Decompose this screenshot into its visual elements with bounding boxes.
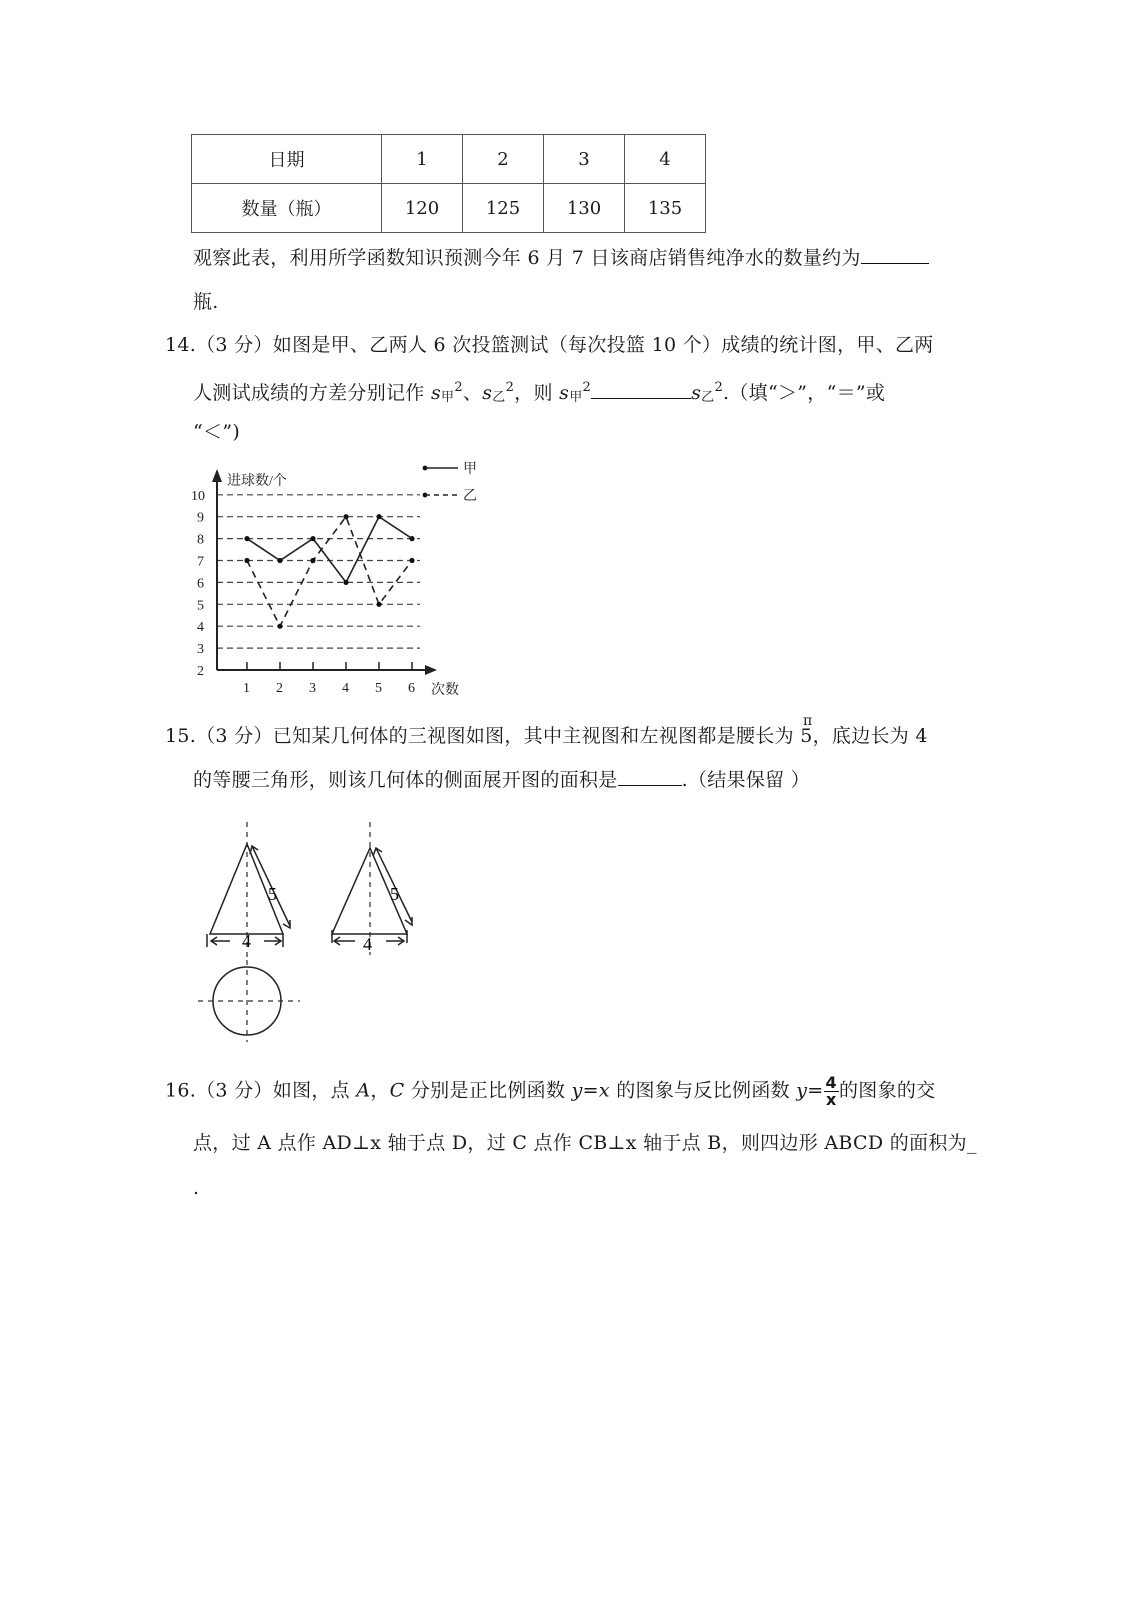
sales-table bbox=[191, 134, 706, 233]
row-header-quantity: 数量（瓶） bbox=[192, 184, 382, 233]
svg-text:4: 4 bbox=[342, 681, 349, 696]
cell: 4 bbox=[625, 135, 706, 184]
cell: 125 bbox=[463, 184, 544, 233]
q14-line2: 人测试成绩的方差分别记作 s甲$^2$、s乙$^2$，则 s甲$^2$ s乙$^2$.（填“＞”，“＝”或 bbox=[193, 380, 886, 405]
three-view-diagram bbox=[190, 810, 430, 1050]
side-view bbox=[332, 822, 412, 955]
q14-line1: 14.（3 分）如图是甲、乙两人 6 次投篮测试（每次投篮 10 个）成绩的统计图，甲、乙两 bbox=[165, 334, 934, 356]
svg-text:3: 3 bbox=[197, 642, 204, 658]
row-header-date: 日期 bbox=[192, 135, 382, 184]
svg-text:5: 5 bbox=[375, 681, 382, 696]
svg-text:10: 10 bbox=[191, 488, 205, 504]
svg-text:8: 8 bbox=[197, 532, 204, 548]
cell: 120 bbox=[382, 184, 463, 233]
svg-text:乙: 乙 bbox=[463, 489, 477, 504]
answer-blank bbox=[618, 767, 682, 786]
q16-line3: . bbox=[193, 1177, 200, 1199]
base-length-label: 4 bbox=[242, 931, 251, 951]
svg-text:9: 9 bbox=[197, 510, 204, 526]
slant-length-label: 5 bbox=[390, 884, 399, 904]
q13-text-line2: 瓶. bbox=[193, 291, 219, 313]
svg-text:3: 3 bbox=[309, 681, 316, 696]
cell: 1 bbox=[382, 135, 463, 184]
table-row bbox=[192, 135, 706, 184]
svg-text:4: 4 bbox=[197, 620, 204, 636]
top-view bbox=[198, 960, 300, 1042]
svg-text:次数: 次数 bbox=[431, 683, 459, 698]
q15-line1: 15.（3 分）已知某几何体的三视图如图，其中主视图和左视图都是腰长为 5，底边长为 4 bbox=[165, 725, 928, 747]
basketball-line-chart bbox=[185, 455, 485, 700]
q16-line2: 点，过 A 点作 AD⊥x 轴于点 D，过 C 点作 CB⊥x 轴于点 B，则四边形 ABCD 的面积为_ bbox=[193, 1132, 977, 1154]
svg-text:2: 2 bbox=[276, 681, 283, 696]
cell: 2 bbox=[463, 135, 544, 184]
svg-text:6: 6 bbox=[197, 576, 204, 592]
table-row bbox=[192, 184, 706, 233]
series-line-yi bbox=[247, 517, 412, 627]
svg-text:5: 5 bbox=[197, 598, 204, 614]
base-length-label: 4 bbox=[363, 934, 372, 954]
svg-text:2: 2 bbox=[197, 664, 204, 679]
series-line-jia bbox=[247, 517, 412, 583]
fraction-4-over-x: $\frac{4}{x}$ bbox=[825, 1073, 837, 1109]
svg-text:进球数/个: 进球数/个 bbox=[227, 474, 287, 489]
cell: 3 bbox=[544, 135, 625, 184]
svg-text:6: 6 bbox=[408, 681, 415, 696]
answer-blank bbox=[861, 245, 929, 264]
q15-line2: 的等腰三角形，则该几何体的侧面展开图的面积是 .（结果保留 ） bbox=[193, 769, 811, 791]
cell: 130 bbox=[544, 184, 625, 233]
answer-blank bbox=[591, 380, 691, 399]
q14-line3: “＜”) bbox=[193, 421, 241, 443]
cell: 135 bbox=[625, 184, 706, 233]
q13-text-line1: 观察此表，利用所学函数知识预测今年 6 月 7 日该商店销售纯净水的数量约为 bbox=[193, 245, 929, 270]
pi-symbol: π bbox=[803, 713, 813, 729]
svg-text:甲: 甲 bbox=[463, 462, 477, 477]
chart-legend bbox=[423, 461, 477, 504]
svg-text:7: 7 bbox=[197, 554, 204, 570]
svg-text:1: 1 bbox=[243, 681, 250, 696]
q16-line1: 16.（3 分）如图，点 A，C 分别是正比例函数 y=x 的图象与反比例函数 y= $\frac{4}{x}$ 的图象的交 bbox=[165, 1073, 936, 1109]
slant-length-label: 5 bbox=[268, 884, 277, 904]
